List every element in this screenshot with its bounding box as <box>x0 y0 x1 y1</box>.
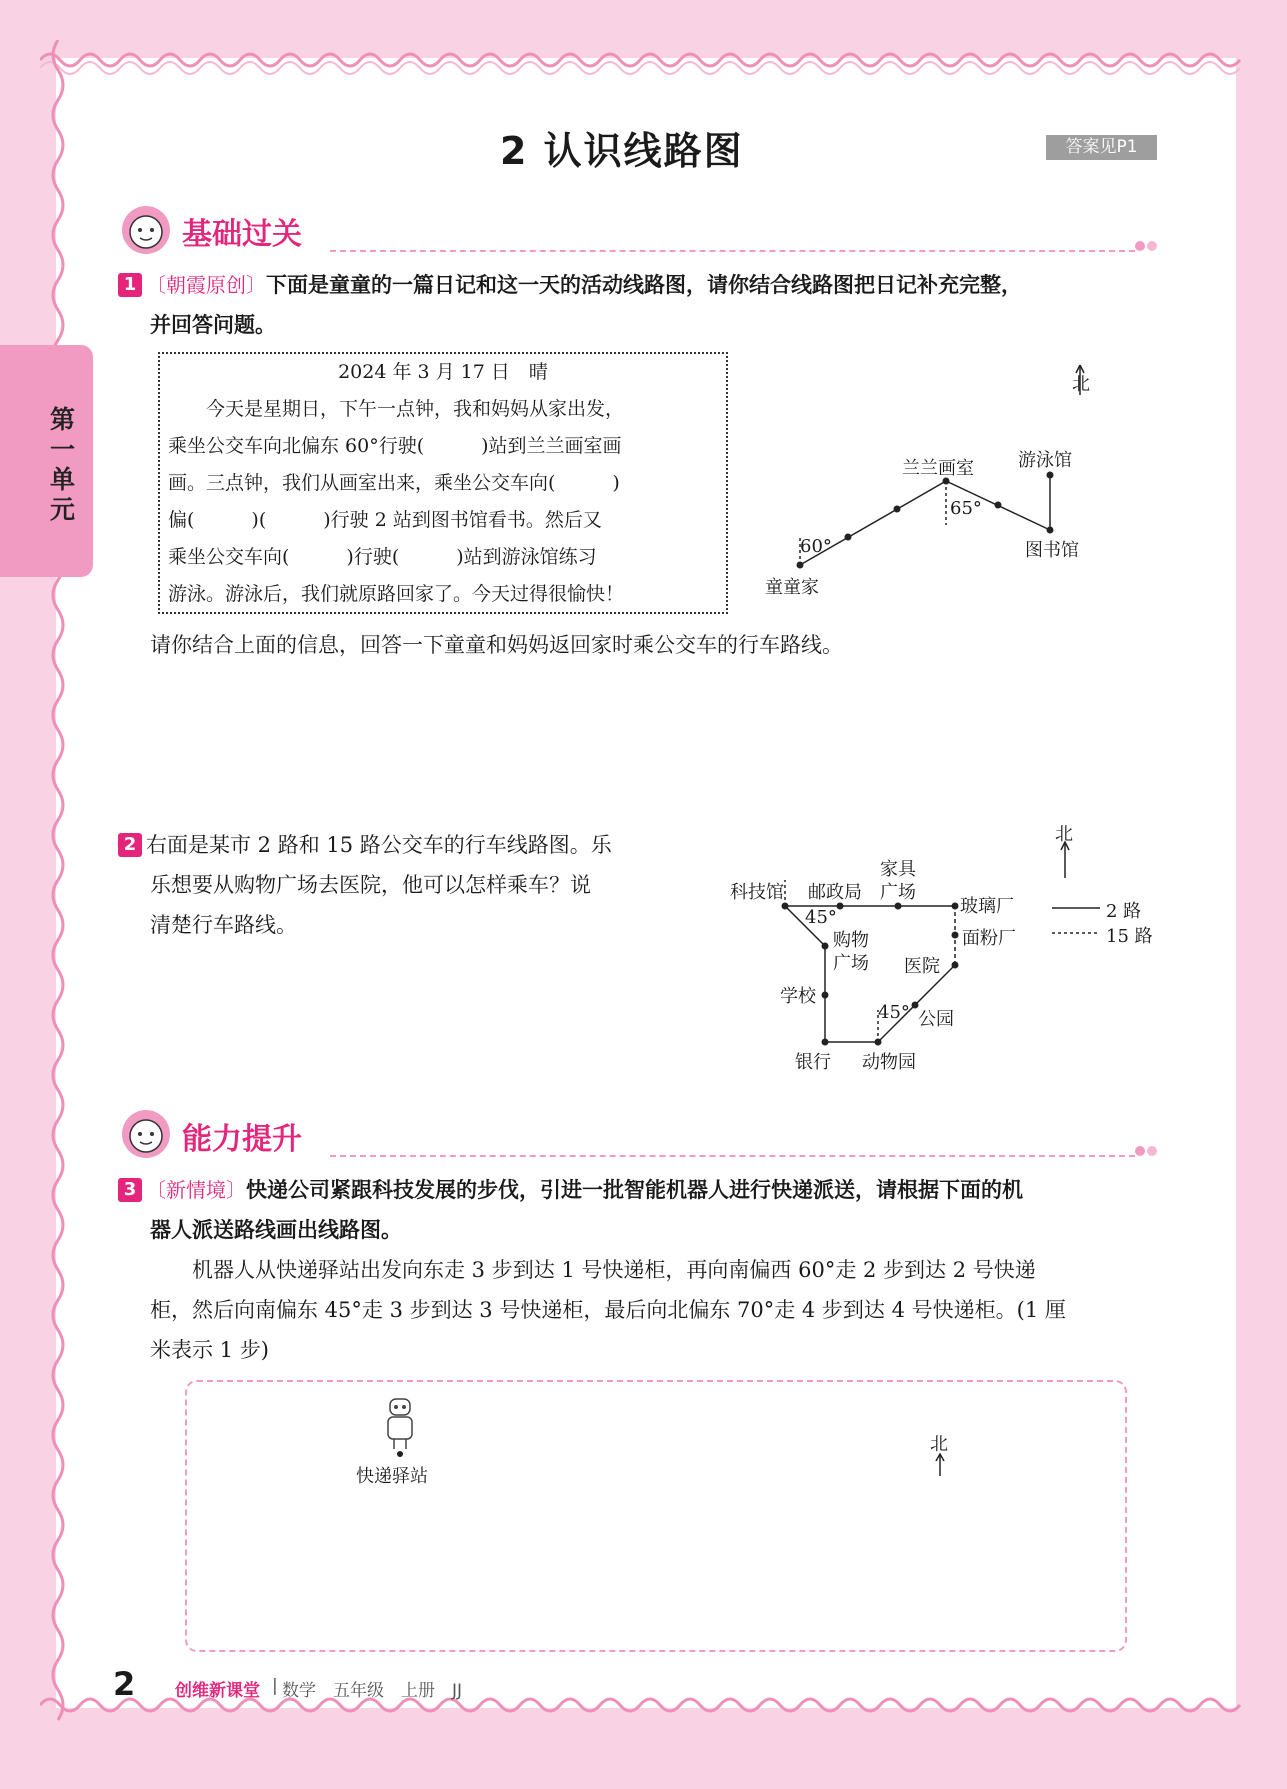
footer-divider: | <box>272 1676 278 1696</box>
location-school: 学校 <box>780 986 816 1007</box>
diary-line: 今天是星期日，下午一点钟，我和妈妈从家出发， <box>168 398 625 420</box>
question-2-line3: 清楚行车路线。 <box>150 913 297 937</box>
question-number: 3 <box>118 1178 142 1202</box>
diary-date: 2024 年 3 月 17 日 晴 <box>338 361 548 383</box>
page-number: 2 <box>113 1665 136 1703</box>
diary-line: 乘坐公交车向( )行驶( )站到游泳馆练习 <box>168 546 597 568</box>
diary-line: 画。三点钟，我们从画室出来，乘坐公交车向( ) <box>168 472 620 494</box>
question-2-line2: 乐想要从购物广场去医院，他可以怎样乘车？说 <box>150 873 591 897</box>
footer-brand: 创维新课堂 <box>175 1681 260 1701</box>
question-3-body-line: 米表示 1 步) <box>150 1338 269 1362</box>
robot-icon <box>382 1395 418 1457</box>
top-wave-border <box>40 40 1247 80</box>
north-arrow-icon <box>934 1452 946 1476</box>
diary-line: 乘坐公交车向北偏东 60°行驶( )站到兰兰画室画 <box>168 435 622 457</box>
location-zoo: 动物园 <box>862 1052 916 1073</box>
diary-line: 游泳。游泳后，我们就原路回家了。今天过得很愉快！ <box>168 583 625 605</box>
question-1-followup: 请你结合上面的信息，回答一下童童和妈妈返回家时乘公交车的行车路线。 <box>150 633 843 657</box>
angle-label: 45° <box>805 907 837 928</box>
station-label: 快递驿站 <box>356 1466 428 1487</box>
question-3-body-line: 柜，然后向南偏东 45°走 3 步到达 3 号快递柜，最后向北偏东 70°走 4 步到达 4 号快递柜。(1 厘 <box>150 1298 1066 1322</box>
north-label: 北 <box>1072 374 1090 395</box>
footer-book-info: 数学 五年级 上册 JJ <box>282 1681 463 1701</box>
question-2-text <box>118 825 698 945</box>
section-divider <box>330 250 1135 252</box>
cartoon-character-icon <box>118 1108 174 1160</box>
question-1-line2: 并回答问题。 <box>150 313 276 337</box>
location-glass-factory: 玻璃厂 <box>960 896 1014 917</box>
decorative-dots-icon <box>1134 1141 1160 1159</box>
question-tag: 〔新情境〕 <box>146 1178 246 1202</box>
location-park: 公园 <box>918 1009 954 1030</box>
question-1-text <box>118 265 1168 345</box>
location-hospital: 医院 <box>904 956 940 977</box>
question-number: 2 <box>118 833 142 857</box>
north-label: 北 <box>930 1434 948 1455</box>
location-furniture-2: 广场 <box>880 882 916 903</box>
legend-route-15: 15 路 <box>1106 926 1153 947</box>
unit-tab-label: 第一单元 <box>50 405 76 524</box>
question-3-body-line: 机器人从快递驿站出发向东走 3 步到达 1 号快递柜，再向南偏西 60°走 2 步到达 2 号快递 <box>150 1258 1036 1282</box>
left-wave-border <box>40 40 70 1730</box>
location-bank: 银行 <box>795 1052 831 1073</box>
north-label: 北 <box>1055 824 1073 845</box>
drawing-area[interactable] <box>185 1380 1127 1652</box>
answer-reference-badge: 答案见P1 <box>1046 135 1157 160</box>
section-divider <box>330 1155 1135 1157</box>
question-3-body <box>150 1250 1160 1370</box>
question-number: 1 <box>118 273 142 297</box>
angle-label: 45° <box>878 1002 910 1023</box>
angle-label: 60° <box>800 536 832 557</box>
diary-line: 偏( )( )行驶 2 站到图书馆看书。然后又 <box>168 509 602 531</box>
decorative-dots-icon <box>1134 236 1160 254</box>
angle-label: 65° <box>950 498 982 519</box>
location-post-office: 邮政局 <box>808 882 862 903</box>
section-title-advanced: 能力提升 <box>182 1122 302 1157</box>
diary-box <box>158 352 728 614</box>
question-3-line1: 快递公司紧跟科技发展的步伐，引进一批智能机器人进行快递派送，请根据下面的机 <box>246 1178 1023 1202</box>
location-flour-mill: 面粉厂 <box>962 928 1016 949</box>
unit-tab <box>0 345 93 577</box>
location-library: 图书馆 <box>1025 540 1079 561</box>
page-title: 2 认识线路图 <box>500 129 744 173</box>
question-2-line1: 右面是某市 2 路和 15 路公交车的行车线路图。乐 <box>146 833 612 857</box>
location-home: 童童家 <box>765 577 819 598</box>
legend-route-2: 2 路 <box>1106 901 1142 922</box>
cartoon-character-icon <box>118 204 174 256</box>
location-pool: 游泳馆 <box>1018 450 1072 471</box>
question-3-line2: 器人派送路线画出线路图。 <box>150 1218 402 1242</box>
location-tech-museum: 科技馆 <box>730 882 784 903</box>
section-title-basic: 基础过关 <box>182 217 302 252</box>
location-shopping-2: 广场 <box>833 953 869 974</box>
location-shopping-1: 购物 <box>833 930 869 951</box>
question-3-text <box>118 1170 1168 1250</box>
question-tag: 〔朝霞原创〕 <box>146 273 266 297</box>
question-1-line1: 下面是童童的一篇日记和这一天的活动线路图，请你结合线路图把日记补充完整， <box>266 273 1022 297</box>
location-studio: 兰兰画室 <box>902 458 974 479</box>
location-furniture-1: 家具 <box>880 859 916 880</box>
